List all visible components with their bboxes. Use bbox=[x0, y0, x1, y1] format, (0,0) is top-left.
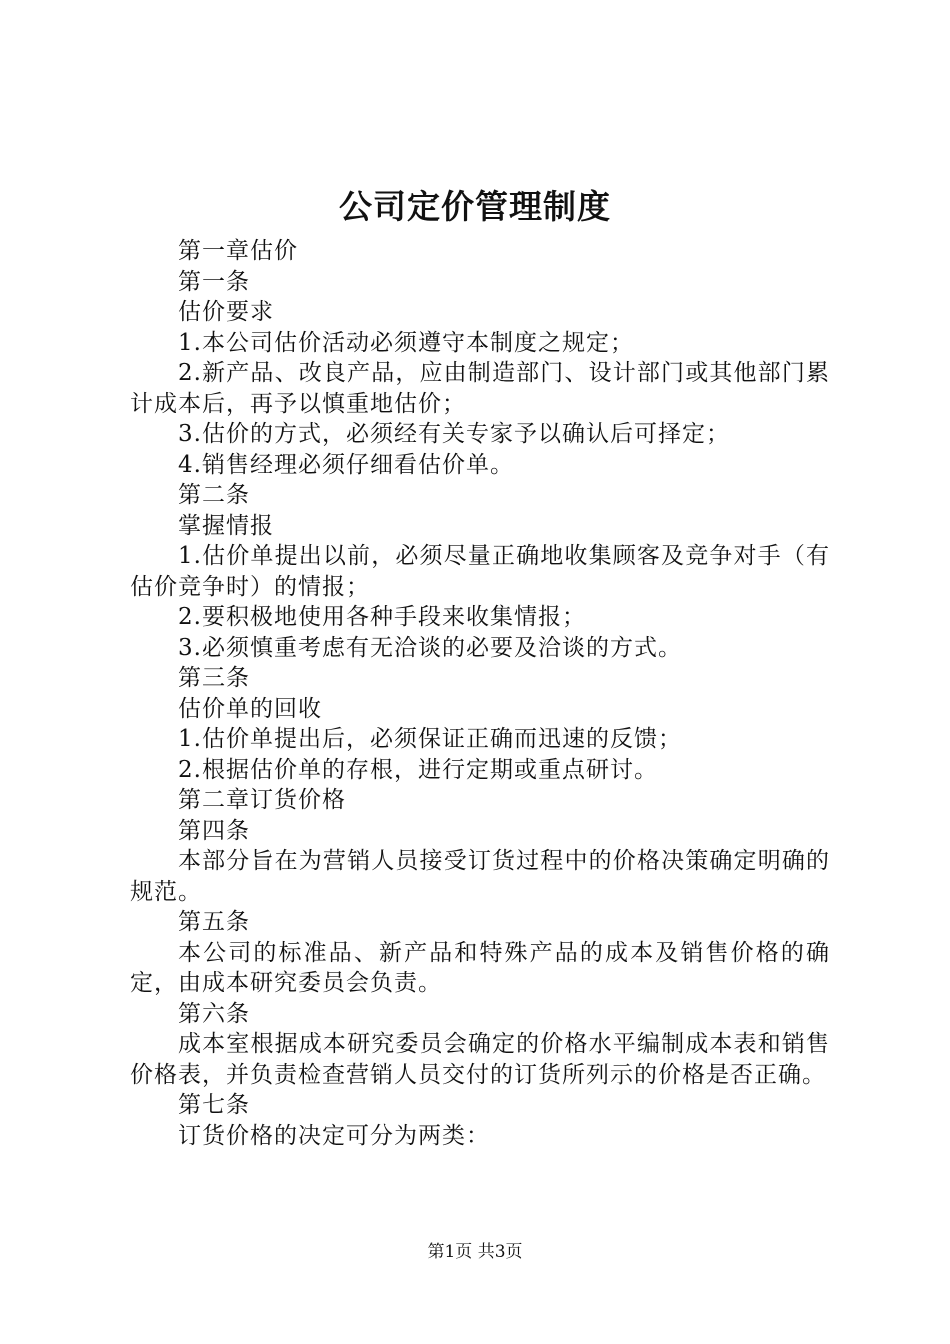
body-paragraph: 成本室根据成本研究委员会确定的价格水平编制成本表和销售价格表，并负责检查营销人员交付的订货所列示的价格是否正确。 bbox=[130, 1031, 830, 1088]
section-heading: 掌握情报 bbox=[178, 512, 274, 539]
list-item: 3.估价的方式，必须经有关专家予以确认后可择定； bbox=[178, 421, 730, 447]
article-heading: 第六条 bbox=[178, 1000, 250, 1027]
chapter-heading: 第一章估价 bbox=[178, 238, 298, 264]
list-item: 1.估价单提出以前，必须尽量正确地收集顾客及竞争对手（有估价竞争时）的情报； bbox=[130, 543, 830, 600]
list-item: 2.根据估价单的存根，进行定期或重点研讨。 bbox=[178, 756, 658, 783]
section-heading: 估价单的回收 bbox=[178, 695, 322, 722]
page-footer: 第1页 共3页 bbox=[427, 1242, 523, 1262]
article-heading: 第二条 bbox=[178, 482, 250, 508]
article-heading: 第七条 bbox=[178, 1092, 250, 1118]
document-body bbox=[130, 236, 830, 1151]
list-item: 1.本公司估价活动必须遵守本制度之规定； bbox=[178, 329, 634, 356]
article-heading: 第四条 bbox=[178, 817, 250, 844]
section-heading: 估价要求 bbox=[178, 299, 274, 325]
list-item: 1.估价单提出后，必须保证正确而迅速的反馈； bbox=[178, 726, 682, 752]
chapter-heading: 第二章订货价格 bbox=[178, 787, 346, 813]
list-item: 3.必须慎重考虑有无洽谈的必要及洽谈的方式。 bbox=[178, 634, 682, 661]
body-paragraph: 订货价格的决定可分为两类： bbox=[178, 1122, 490, 1149]
list-item: 2.新产品、改良产品，应由制造部门、设计部门或其他部门累计成本后，再予以慎重地估价； bbox=[130, 360, 830, 417]
list-item: 4.销售经理必须仔细看估价单。 bbox=[178, 451, 514, 478]
list-item: 2.要积极地使用各种手段来收集情报； bbox=[178, 604, 586, 630]
body-paragraph: 本公司的标准品、新产品和特殊产品的成本及销售价格的确定，由成本研究委员会负责。 bbox=[130, 939, 830, 996]
document-title: 公司定价管理制度 bbox=[339, 187, 611, 226]
article-heading: 第三条 bbox=[178, 665, 250, 691]
body-paragraph: 本部分旨在为营销人员接受订货过程中的价格决策确定明确的规范。 bbox=[130, 848, 830, 905]
article-heading: 第五条 bbox=[178, 909, 250, 935]
article-heading: 第一条 bbox=[178, 268, 250, 295]
